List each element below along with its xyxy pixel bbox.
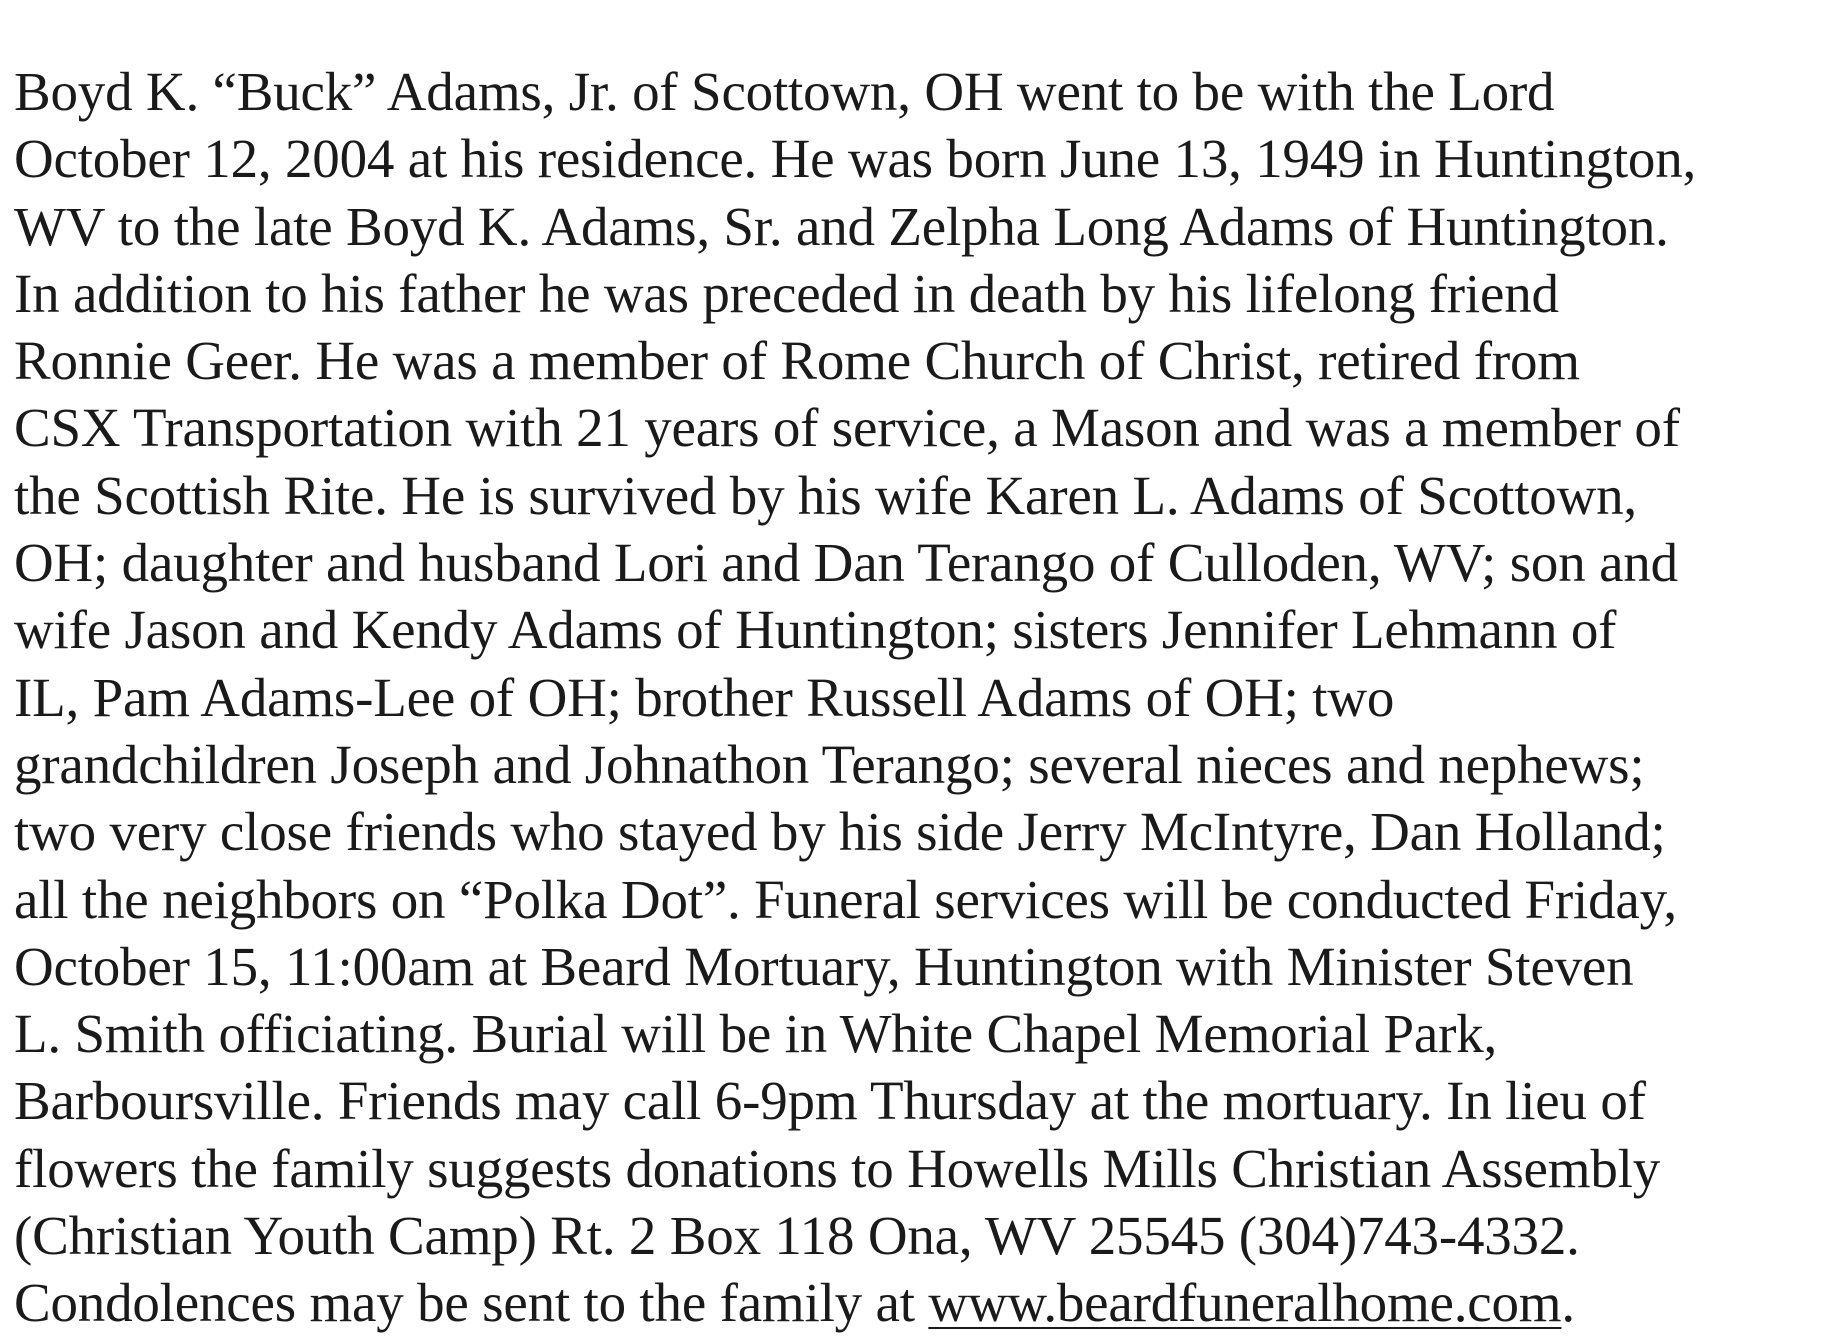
text-line: Ronnie Geer. He was a member of Rome Church of Christ, retired from bbox=[14, 330, 1580, 392]
text-line: WV to the late Boyd K. Adams, Sr. and Zelpha Long Adams of Huntington. bbox=[14, 195, 1669, 257]
text-line: two very close friends who stayed by his side Jerry McIntyre, Dan Holland; bbox=[14, 801, 1666, 863]
text-line: Barboursville. Friends may call 6-9pm Thursday at the mortuary. In lieu of bbox=[14, 1070, 1646, 1132]
obituary-text bbox=[14, 58, 1814, 1337]
funeral-home-website-link[interactable]: www.beardfuneralhome.com bbox=[928, 1272, 1562, 1334]
trailing-period: . bbox=[1561, 1272, 1575, 1334]
text-line: L. Smith officiating. Burial will be in White Chapel Memorial Park, bbox=[14, 1003, 1498, 1065]
text-line: wife Jason and Kendy Adams of Huntington; sisters Jennifer Lehmann of bbox=[14, 599, 1617, 661]
text-line: Boyd K. “Buck” Adams, Jr. of Scottown, OH went to be with the Lord bbox=[14, 61, 1555, 122]
text-line: October 12, 2004 at his residence. He was born June 13, 1949 in Huntington, bbox=[14, 128, 1697, 190]
condolences-text: Condolences may be sent to the family at bbox=[14, 1272, 929, 1334]
text-line: October 15, 11:00am at Beard Mortuary, Huntington with Minister Steven bbox=[14, 935, 1634, 997]
text-line: flowers the family suggests donations to Howells Mills Christian Assembly bbox=[14, 1137, 1661, 1199]
text-line: (Christian Youth Camp) Rt. 2 Box 118 Ona, WV 25545 (304)743-4332. bbox=[14, 1205, 1580, 1267]
text-line: the Scottish Rite. He is survived by his wife Karen L. Adams of Scottown, bbox=[14, 464, 1637, 526]
text-line: In addition to his father he was preceded in death by his lifelong friend bbox=[14, 262, 1559, 324]
text-line: CSX Transportation with 21 years of service, a Mason and was a member of bbox=[14, 397, 1680, 459]
text-line: all the neighbors on “Polka Dot”. Funeral services will be conducted Friday, bbox=[14, 868, 1677, 930]
text-line: IL, Pam Adams-Lee of OH; brother Russell Adams of OH; two bbox=[14, 666, 1395, 728]
text-line: grandchildren Joseph and Johnathon Terango; several nieces and nephews; bbox=[14, 733, 1645, 795]
last-text-line bbox=[14, 1269, 1814, 1336]
text-line: OH; daughter and husband Lori and Dan Terango of Culloden, WV; son and bbox=[14, 532, 1678, 594]
